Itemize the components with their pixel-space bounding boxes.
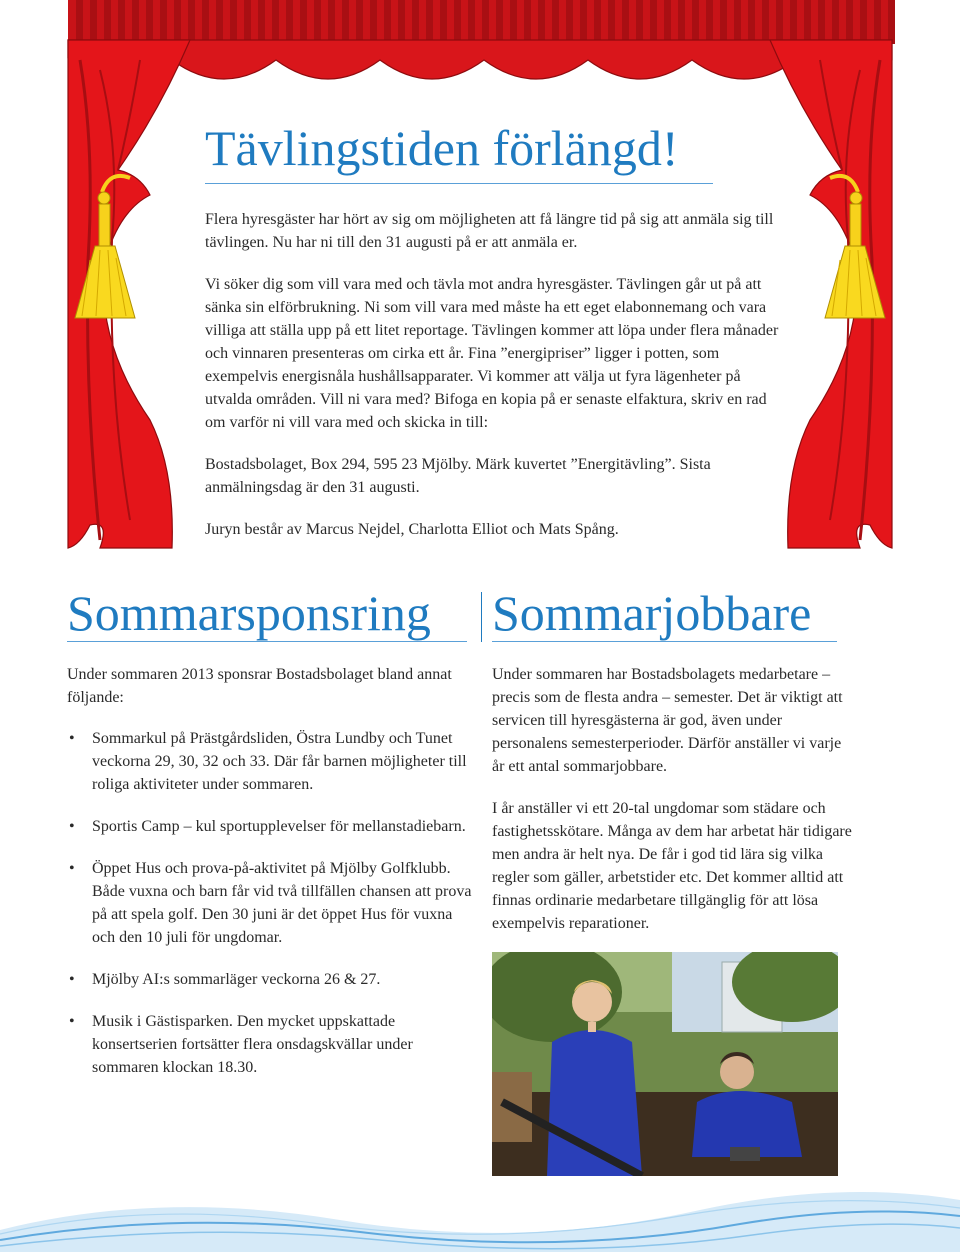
valance-fold [160,0,167,44]
valance-fold [888,0,895,44]
heading-sommarjobbare: Sommarjobbare [492,585,812,641]
valance-fold [804,0,811,44]
valance-fold [790,0,797,44]
valance-fold [734,0,741,44]
intro-paragraph: Flera hyresgäster har hört av sig om möjligheten att få längre tid på sig att anmäla sig till tävlingen. Nu har ni till den 31 augusti på er att anmäla er. [205,211,774,251]
valance-fold [216,0,223,44]
heading-sommarsponsring: Sommarsponsring [67,585,431,641]
valance-fold [608,0,615,44]
valance-fold [566,0,573,44]
list-item: • Musik i Gästisparken. Den mycket uppskattade konsertserien fortsätter flera onsdagskvällar under sommaren klockan 18.30. [67,1010,477,1079]
valance-fold [272,0,279,44]
valance-fold [776,0,783,44]
valance-fold [384,0,391,44]
valance-fold [328,0,335,44]
competition-article [205,208,790,560]
valance-fold [202,0,209,44]
valance-fold [76,0,83,44]
page-title: Tävlingstiden förlängd! [205,120,679,176]
heading-underline [492,641,837,642]
valance-fold [244,0,251,44]
valance-fold [552,0,559,44]
valance-fold [370,0,377,44]
valance-fold [188,0,195,44]
valance-fold [860,0,867,44]
valance-fold [818,0,825,44]
valance-fold [174,0,181,44]
intro-paragraph: Vi söker dig som vill vara med och tävla mot andra hyresgäster. Tävlingen går ut på att sänka sin elförbrukning. Ni som vill vara med måste ha ett eget elabonnemang och vara villiga att ställa upp på ett litet reportage. Tävlingen kommer att löpa under flera månader och vinnaren presenteras om cirka ett år. Fina ”energipriser” ligger i potten, som exempelvis energisnåla hushållsapparater. Vi kommer att välja ut fyra lägenheter på utvalda områden. Vill ni vara med? Bifoga en kopia på er senaste elfaktura, skriv en rad om varför ni vill vara med och skicka in till: [205,276,779,431]
bullet-icon: • [69,860,75,877]
valance-fold [874,0,881,44]
valance-fold [594,0,601,44]
sponsorship-column [67,663,477,1098]
valance-fold [258,0,265,44]
valance-fold [104,0,111,44]
list-item: • Sommarkul på Prästgårdsliden, Östra Lundby och Tunet veckorna 29, 30, 32 och 33. Där får barnen möjligheter till roliga aktiviteter under sommaren. [67,727,477,796]
valance-fold [468,0,475,44]
title-underline [205,183,713,184]
valance-fold [636,0,643,44]
valance-fold [832,0,839,44]
valance-fold [510,0,517,44]
column-divider [481,592,482,642]
valance-fold [314,0,321,44]
valance-fold [300,0,307,44]
valance-fold [664,0,671,44]
valance-fold [650,0,657,44]
list-item: • Mjölby AI:s sommarläger veckorna 26 & 27. [67,968,477,991]
valance-fold [118,0,125,44]
valance-fold [706,0,713,44]
valance-fold [230,0,237,44]
valance-fold [90,0,97,44]
sponsorship-intro: Under sommaren 2013 sponsrar Bostadsbolaget bland annat följande: [67,666,452,706]
bullet-icon: • [69,730,75,747]
valance-fold [356,0,363,44]
heading-underline [67,641,467,642]
sponsorship-list [67,727,477,1079]
valance-fold [538,0,545,44]
valance-fold [692,0,699,44]
summer-jobs-paragraph: I år anställer vi ett 20-tal ungdomar som städare och fastighetsskötare. Många av dem har arbetat här tidigare men andra är helt nya. De får i god tid lära sig vilka regler som gäller, arbetstider etc. Det kommer alltid att finnas ordinarie medarbetare tillgänglig för att lösa exempelvis reparationer. [492,800,852,932]
valance-fold [454,0,461,44]
list-item: • Öppet Hus och prova-på-aktivitet på Mjölby Golfklubb. Både vuxna och barn får vid två tillfällen chansen att prova på att spela golf. Den 30 juni är det öppet Hus för vuxna och den 10 juli för ungdomar. [67,857,477,949]
valance-fold [846,0,853,44]
valance-fold [342,0,349,44]
valance-fold [412,0,419,44]
valance-fold [132,0,139,44]
jury-paragraph: Juryn består av Marcus Nejdel, Charlotta Elliot och Mats Spång. [205,521,619,538]
valance-fold [720,0,727,44]
summer-workers-photo [492,952,838,1176]
valance-fold [622,0,629,44]
bullet-icon: • [69,1013,75,1030]
summer-jobs-paragraph: Under sommaren har Bostadsbolagets medarbetare – precis som de flesta andra – semester. Det är viktigt att servicen till hyresgästerna är god, även under personalens semesterperioder. Därför anställer vi varje år ett antal sommarjobbare. [492,666,843,775]
address-paragraph: Bostadsbolaget, Box 294, 595 23 Mjölby. Märk kuvertet ”Energitävling”. Sista anmälningsdag är den 31 augusti. [205,456,711,496]
valance-fold [496,0,503,44]
summer-jobs-column [492,663,852,954]
blue-waves-decoration [0,1170,960,1252]
list-item: • Sportis Camp – kul sportupplevelser för mellanstadiebarn. [67,815,477,838]
valance-fold [762,0,769,44]
valance-fold [426,0,433,44]
valance-fold [146,0,153,44]
valance-fold [524,0,531,44]
valance-fold [580,0,587,44]
valance-fold [482,0,489,44]
valance-fold [286,0,293,44]
bullet-icon: • [69,818,75,835]
bullet-icon: • [69,971,75,988]
valance-fold [398,0,405,44]
valance-fold [748,0,755,44]
valance-fold [678,0,685,44]
valance-fold [440,0,447,44]
